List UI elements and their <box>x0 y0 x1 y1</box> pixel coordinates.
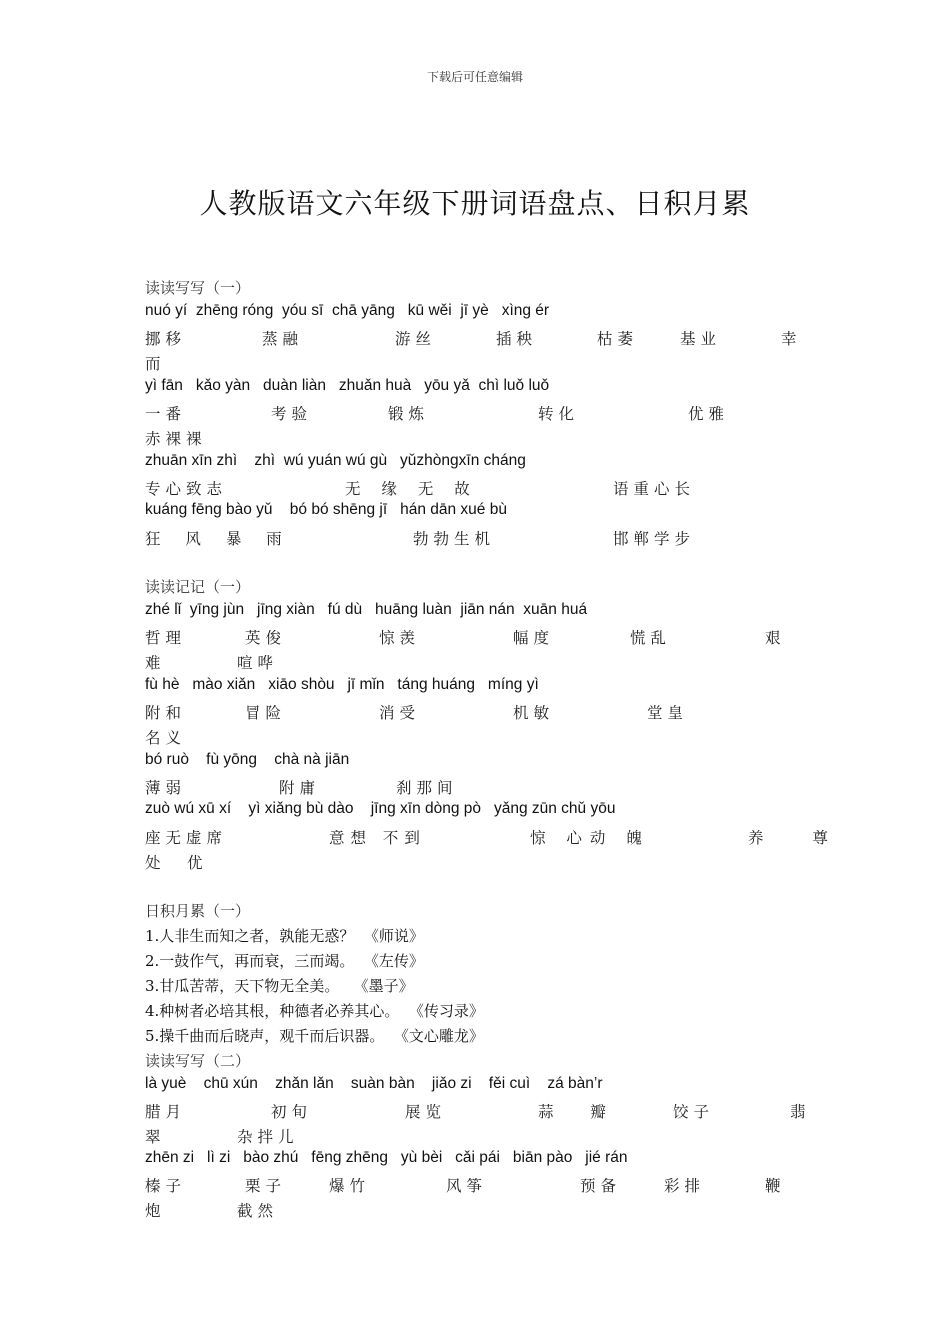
word: 栗子 <box>245 1177 287 1195</box>
word: 一番 <box>145 405 187 423</box>
pinyin-line: zhēn zi lì zi bào zhú fēng zhēng yù bèi cǎi pái biān pào jié rán <box>145 1149 628 1166</box>
pinyin-line: kuáng fēng bào yǔ bó bó shēng jī hán dān xué bù <box>145 501 507 518</box>
word: 惊羡 <box>379 629 421 647</box>
word: 附和 <box>145 704 187 722</box>
word-row <box>145 626 825 646</box>
word: 而 <box>145 355 161 373</box>
word-row <box>145 1174 825 1194</box>
word: 专心致志 <box>145 480 228 498</box>
word: 考验 <box>271 405 313 423</box>
word: 炮 <box>145 1202 166 1220</box>
pinyin-line: nuó yí zhēng róng yóu sī chā yāng kū wěi jī yè xìng ér <box>145 302 550 319</box>
page-header: 下载后可任意编辑 <box>426 70 523 84</box>
section-heading: 读读写写（一） <box>145 279 251 297</box>
word: 游丝 <box>395 330 437 348</box>
word: 杂拌儿 <box>237 1128 299 1146</box>
word-row <box>145 327 825 347</box>
word: 鞭 <box>765 1177 786 1195</box>
word: 机敏 <box>513 704 555 722</box>
word: 彩排 <box>664 1177 706 1195</box>
word-row <box>145 1100 825 1120</box>
word: 艰 <box>765 629 786 647</box>
word: 名义 <box>145 729 187 747</box>
word: 喧哗 <box>237 654 279 672</box>
pinyin-line: zuò wú xū xí yì xiǎng bù dào jīng xīn dòng pò yǎng zūn chǔ yōu <box>145 800 616 817</box>
section-heading: 读读写写（二） <box>145 1052 251 1070</box>
word: 初旬 <box>271 1103 313 1121</box>
word: 语重心长 <box>613 480 696 498</box>
word: 预备 <box>580 1177 622 1195</box>
word: 堂皇 <box>647 704 689 722</box>
word: 蒸融 <box>262 330 304 348</box>
word: 慌乱 <box>630 629 672 647</box>
word: 哲理 <box>145 629 187 647</box>
word: 腊月 <box>145 1103 187 1121</box>
pinyin-line: bó ruò fù yōng chà nà jiān <box>145 751 350 768</box>
word: 枯萎 <box>597 330 639 348</box>
word: 锻炼 <box>388 405 430 423</box>
word-row <box>145 402 825 422</box>
word: 幸 <box>781 330 802 348</box>
word: 幅度 <box>513 629 555 647</box>
word: 养 尊 <box>748 829 850 847</box>
word: 蒜 瓣 <box>538 1103 622 1121</box>
word: 截然 <box>237 1202 279 1220</box>
word: 风筝 <box>446 1177 488 1195</box>
quote-item: 3.甘瓜苦蒂，天下物无全美。 《墨子》 <box>145 977 414 995</box>
word: 消受 <box>379 704 421 722</box>
word-row <box>145 826 850 847</box>
word: 翡 <box>790 1103 811 1121</box>
pinyin-line: zhé lǐ yīng jùn jīng xiàn fú dù huāng luàn jiān nán xuān huá <box>145 601 588 618</box>
word: 优 <box>187 854 208 872</box>
word: 座无虚席 <box>145 829 228 847</box>
word: 英俊 <box>245 629 287 647</box>
word: 翠 <box>145 1128 166 1146</box>
word-row <box>145 651 825 671</box>
word-row <box>145 851 825 871</box>
word: 处 <box>145 854 166 872</box>
word: 饺子 <box>673 1103 715 1121</box>
word-row <box>145 527 825 547</box>
section-heading: 读读记记（一） <box>145 578 251 596</box>
word: 无 缘 无 故 <box>345 480 478 498</box>
pinyin-line: yì fān kǎo yàn duàn liàn zhuǎn huà yōu yǎ chì luǒ luǒ <box>145 377 550 394</box>
word: 爆竹 <box>329 1177 371 1195</box>
quote-item: 2.一鼓作气，再而衰，三而竭。 《左传》 <box>145 952 424 970</box>
pinyin-line: zhuān xīn zhì zhì wú yuán wú gù yǔzhòngxīn cháng <box>145 452 526 469</box>
pinyin-line: fù hè mào xiǎn xiāo shòu jī mǐn táng huáng míng yì <box>145 676 539 693</box>
word: 赤裸裸 <box>145 430 207 448</box>
word: 挪移 <box>145 330 187 348</box>
word: 转化 <box>538 405 580 423</box>
word-row <box>145 1199 825 1219</box>
word: 薄弱 <box>145 779 187 797</box>
word: 邯郸学步 <box>613 530 696 548</box>
word: 榛子 <box>145 1177 187 1195</box>
section-heading: 日积月累（一） <box>145 902 251 920</box>
word: 展览 <box>405 1103 447 1121</box>
word: 难 <box>145 654 166 672</box>
word: 勃勃生机 <box>413 530 496 548</box>
word: 插秧 <box>496 330 538 348</box>
word: 狂 风 暴 雨 <box>145 530 292 548</box>
quote-item: 1.人非生而知之者，孰能无惑？ 《师说》 <box>145 927 424 945</box>
word: 附庸 <box>279 779 321 797</box>
word: 惊 心动 魄 <box>530 829 650 847</box>
word: 优雅 <box>688 405 730 423</box>
word-row <box>145 1125 825 1145</box>
word: 基业 <box>680 330 722 348</box>
pinyin-line: là yuè chū xún zhǎn lǎn suàn bàn jiǎo zi fěi cuì zá bàn’r <box>145 1075 603 1092</box>
word: 意想 不到 <box>329 829 426 847</box>
word-row <box>145 701 825 721</box>
word-row <box>145 477 825 497</box>
document-title: 人教版语文六年级下册词语盘点、日积月累 <box>199 187 751 220</box>
word: 刹那间 <box>396 779 458 797</box>
word-row <box>145 776 825 796</box>
quote-item: 4.种树者必培其根，种德者必养其心。 《传习录》 <box>145 1002 484 1020</box>
word: 冒险 <box>245 704 287 722</box>
quote-item: 5.操千曲而后晓声，观千而后识器。 《文心雕龙》 <box>145 1027 484 1045</box>
